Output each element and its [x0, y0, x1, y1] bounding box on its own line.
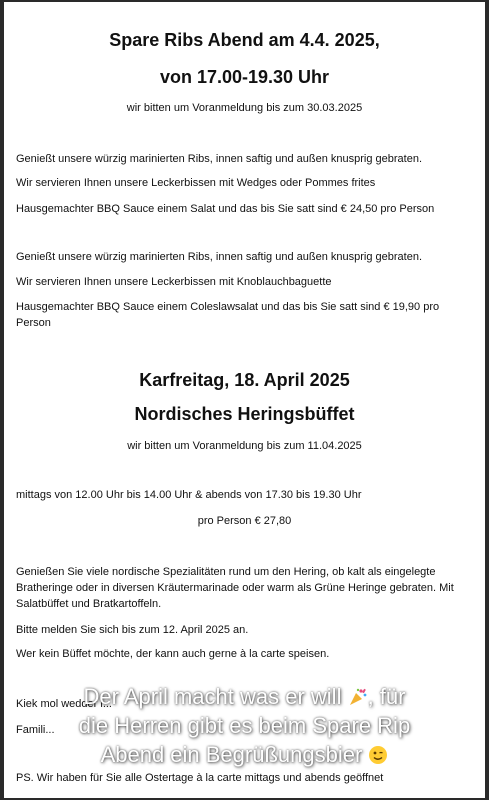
offer1-line3: Hausgemachter BBQ Sauce einem Salat und das bis Sie satt sind € 24,50 pro Person	[16, 203, 435, 215]
event2-signup: Bitte melden Sie sich bis zum 12. April 2025 an.	[16, 624, 249, 636]
overlay-line3	[0, 741, 489, 768]
event2-partial2: Famili...	[16, 724, 55, 736]
offer1-line2: Wir servieren Ihnen unsere Leckerbissen mit Wedges oder Pommes frites	[16, 177, 376, 189]
flyer-document	[4, 2, 485, 798]
overlay-line2: die Herren gibt es beim Spare Rip	[78, 713, 411, 738]
event1-title: Spare Ribs Abend am 4.4. 2025,	[109, 30, 380, 50]
event2-partial1: Kiek mol wedder i...	[16, 698, 112, 710]
event2-alacarte: Wer kein Büffet möchte, der kann auch gerne à la carte speisen.	[16, 648, 330, 660]
event2-title: Karfreitag, 18. April 2025	[139, 370, 350, 390]
offer2-line1: Genießt unsere würzig marinierten Ribs, innen saftig und außen knusprig gebraten.	[16, 251, 423, 263]
overlay-line1-text-a: Der April macht was er will	[83, 684, 342, 709]
offer2-line3: Hausgemachter BBQ Sauce einem Coleslawsalat und das bis Sie satt sind € 19,90 pro Person	[16, 301, 440, 329]
event2-description: Genießen Sie viele nordische Spezialitäten rund um den Hering, ob kalt als eingelegte Bratheringe oder in diversen Kräutermarinade oder warm als Grüne Heringe gebraten. Mit Salatbüffet und Bratkartoffeln.	[16, 566, 454, 610]
overlay-line3-text: Abend ein Begrüßungsbier	[100, 742, 363, 767]
event2-registration: wir bitten um Voranmeldung bis zum 11.04.2025	[127, 440, 362, 452]
winking-face-icon	[368, 744, 388, 764]
event2-ps: PS. Wir haben für Sie alle Ostertage à la carte mittags und abends geöffnet	[16, 772, 384, 784]
event1-registration: wir bitten um Voranmeldung bis zum 30.03.2025	[126, 102, 363, 114]
overlay-line1	[0, 683, 489, 710]
offer1-line1: Genießt unsere würzig marinierten Ribs, innen saftig und außen knusprig gebraten.	[16, 153, 423, 165]
event2-price: pro Person € 27,80	[197, 515, 292, 527]
overlay-line1-text-b: , für	[367, 684, 406, 709]
party-popper-icon	[348, 686, 368, 706]
offer2-line2: Wir servieren Ihnen unsere Leckerbissen mit Knoblauchbaguette	[16, 276, 332, 288]
event1-time: von 17.00-19.30 Uhr	[159, 67, 330, 87]
event2-hours: mittags von 12.00 Uhr bis 14.00 Uhr & abends von 17.30 bis 19.30 Uhr	[16, 489, 362, 501]
event2-subtitle: Nordisches Heringsbüffet	[134, 404, 355, 424]
